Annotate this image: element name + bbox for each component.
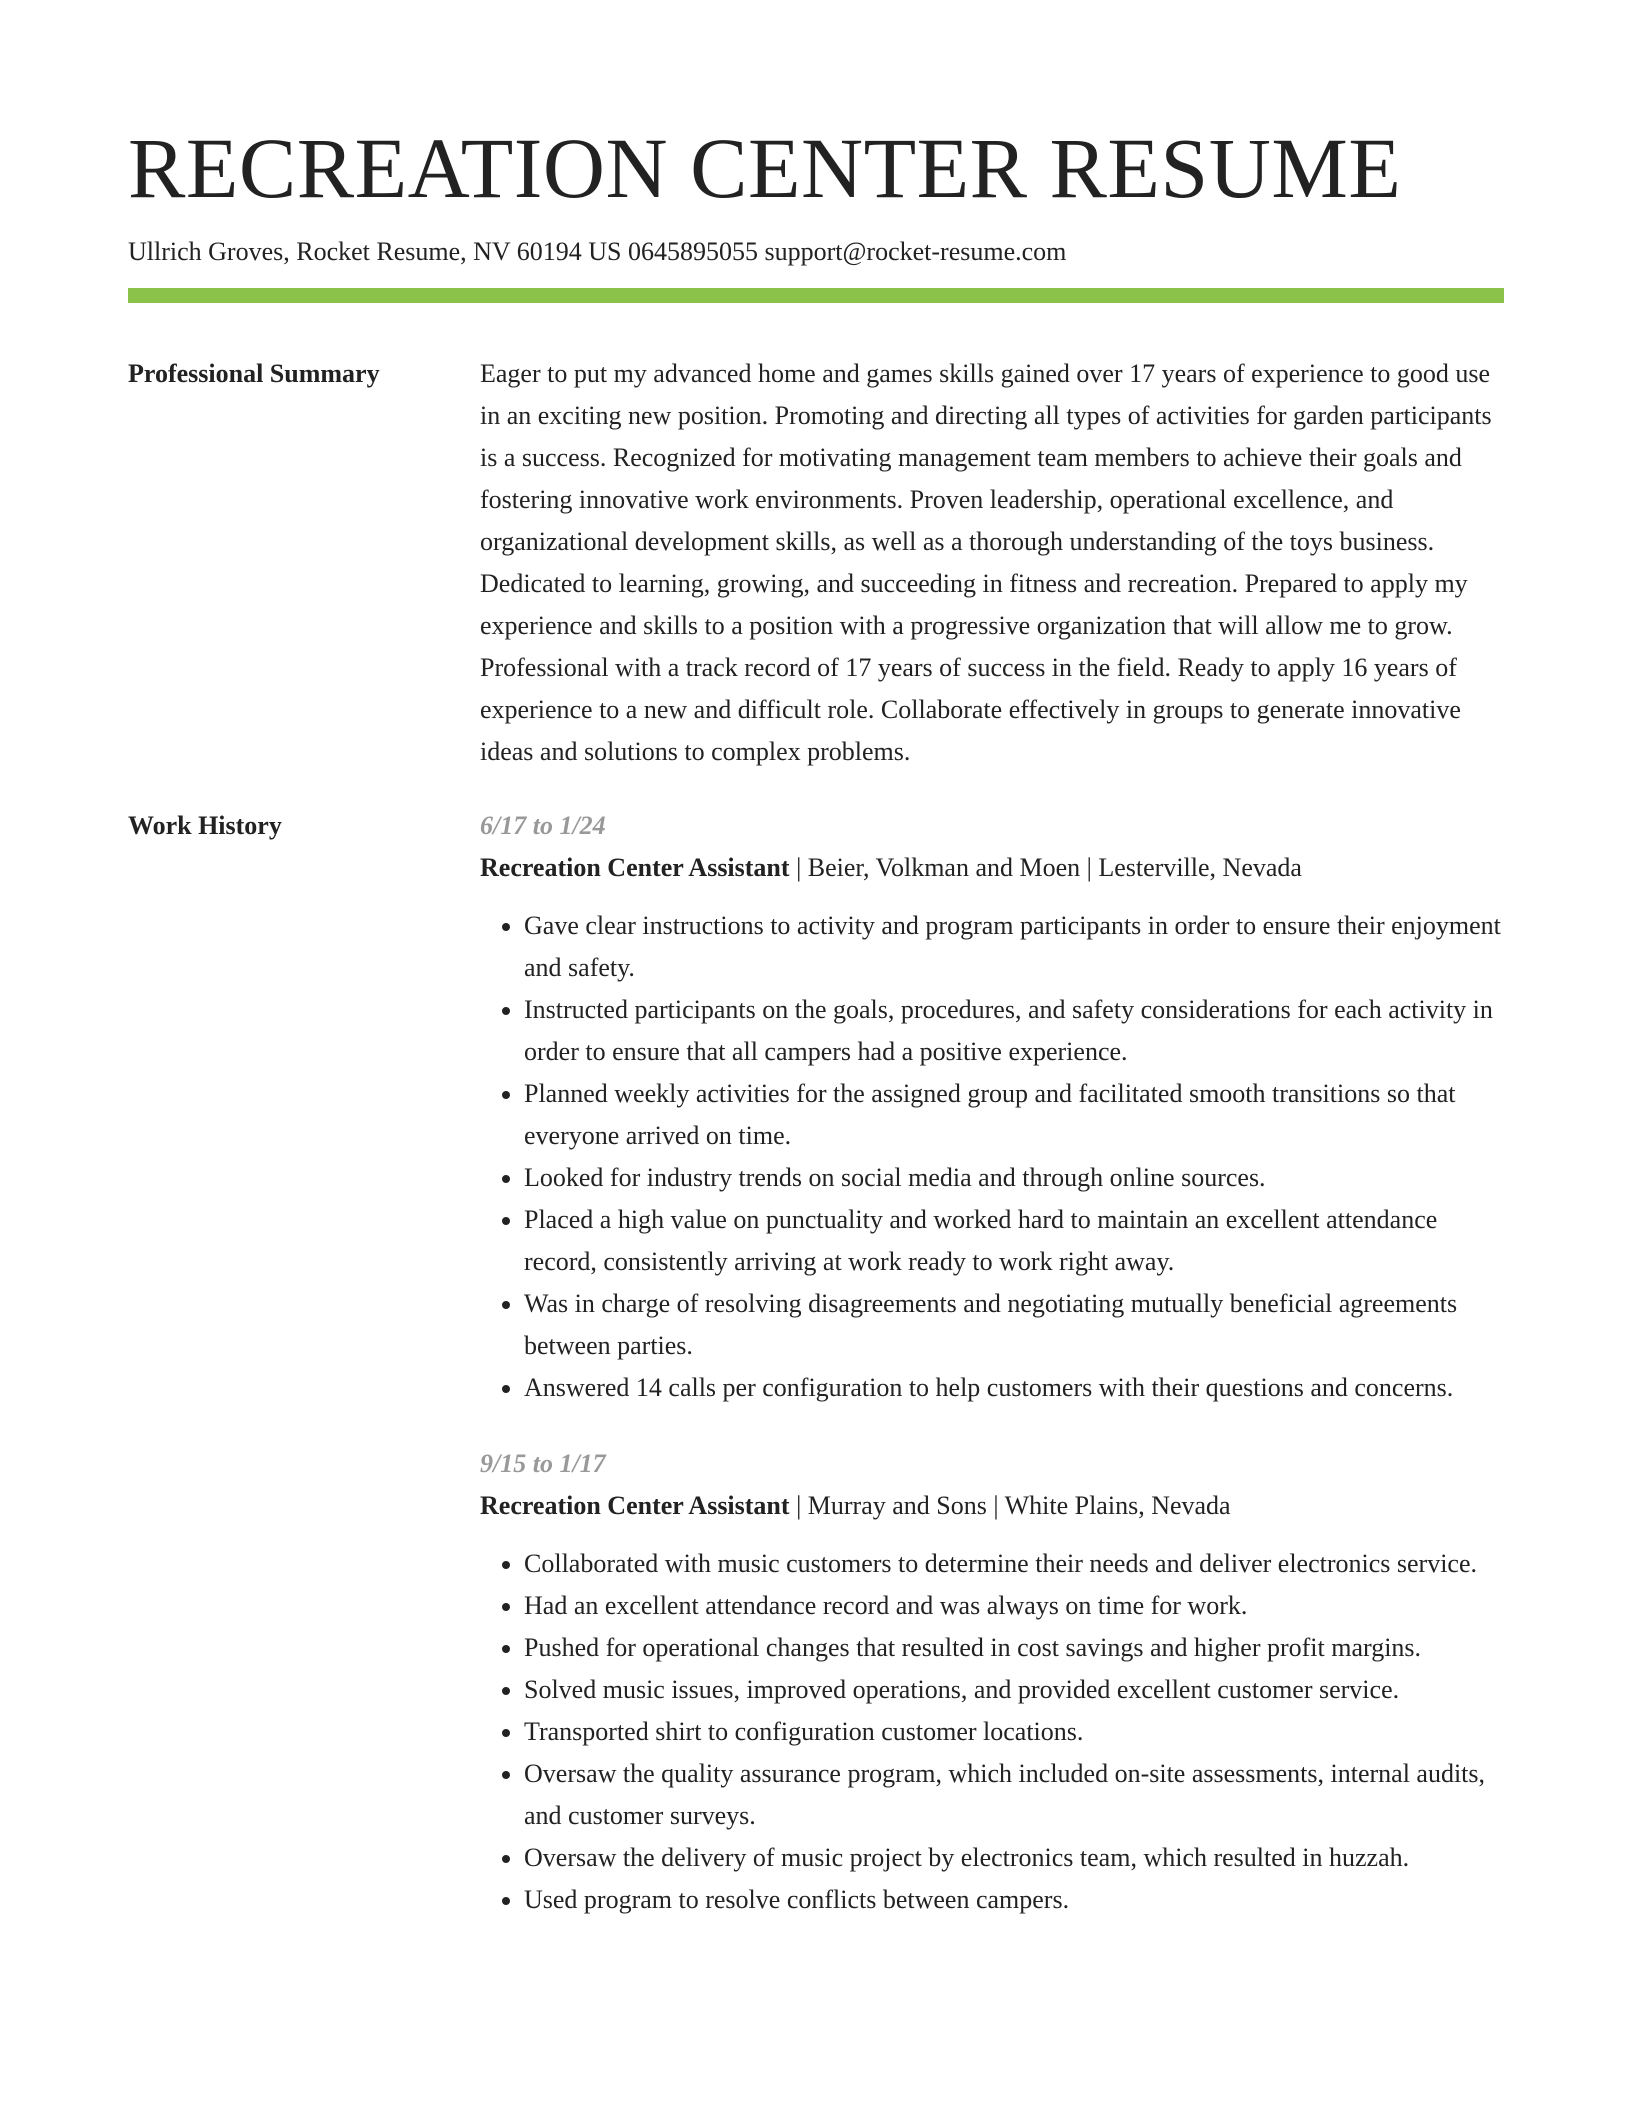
- job-heading: [480, 847, 1504, 889]
- job-dates: 6/17 to 1/24: [480, 811, 606, 840]
- job-bullet: • Had an excellent attendance record and was always on time for work.: [524, 1585, 1504, 1627]
- job-bullet: • Placed a high value on punctuality and worked hard to maintain an excellent attendance record, consistently arriving at work ready to work right away.: [524, 1199, 1504, 1283]
- accent-divider: [128, 288, 1504, 303]
- job-bullet: • Collaborated with music customers to determine their needs and deliver electronics service.: [524, 1543, 1504, 1585]
- professional-summary-section: [128, 353, 1504, 773]
- job-title: Recreation Center Assistant: [480, 853, 790, 882]
- summary-text: Eager to put my advanced home and games skills gained over 17 years of experience to good use in an exciting new position. Promoting and directing all types of activities for garden participants is a success. Recognized for motivating management team members to achieve their goals and fostering innovative work environments. Proven leadership, operational excellence, and organizational development skills, as well as a thorough understanding of the toys business. Dedicated to learning, growing, and succeeding in fitness and recreation. Prepared to apply my experience and skills to a position with a progressive organization that will allow me to grow. Professional with a track record of 17 years of success in the field. Ready to apply 16 years of experience to a new and difficult role. Collaborate effectively in groups to generate innovative ideas and solutions to complex problems.: [480, 359, 1492, 766]
- work-history-section: [128, 805, 1504, 1955]
- job-bullet: • Oversaw the delivery of music project by electronics team, which resulted in huzzah.: [524, 1837, 1504, 1879]
- resume-title: RECREATION CENTER RESUME: [128, 120, 1402, 216]
- job-bullet-list: [480, 1543, 1504, 1921]
- job-details: | Beier, Volkman and Moen | Lesterville, Nevada: [789, 853, 1302, 882]
- job-bullet: • Solved music issues, improved operations, and provided excellent customer service.: [524, 1669, 1504, 1711]
- summary-body: [480, 353, 1504, 773]
- job-bullet: • Was in charge of resolving disagreements and negotiating mutually beneficial agreements between parties.: [524, 1283, 1504, 1367]
- work-history-body: [480, 805, 1504, 1955]
- job-bullet: • Instructed participants on the goals, procedures, and safety considerations for each activity in order to ensure that all campers had a positive experience.: [524, 989, 1504, 1073]
- job-bullet-list: [480, 905, 1504, 1409]
- job-title: Recreation Center Assistant: [480, 1491, 790, 1520]
- job-entry: [480, 1443, 1504, 1921]
- job-bullet: • Transported shirt to configuration customer locations.: [524, 1711, 1504, 1753]
- job-bullet: • Used program to resolve conflicts between campers.: [524, 1879, 1504, 1921]
- job-bullet: • Planned weekly activities for the assigned group and facilitated smooth transitions so that everyone arrived on time.: [524, 1073, 1504, 1157]
- job-details: | Murray and Sons | White Plains, Nevada: [789, 1491, 1231, 1520]
- job-bullet: • Pushed for operational changes that resulted in cost savings and higher profit margins.: [524, 1627, 1504, 1669]
- job-bullet: • Answered 14 calls per configuration to help customers with their questions and concerns.: [524, 1367, 1504, 1409]
- job-bullet: • Looked for industry trends on social media and through online sources.: [524, 1157, 1504, 1199]
- section-label-work: Work History: [128, 811, 282, 840]
- job-bullet: • Gave clear instructions to activity and program participants in order to ensure their enjoyment and safety.: [524, 905, 1504, 989]
- contact-line: Ullrich Groves, Rocket Resume, NV 60194 US 0645895055 support@rocket-resume.com: [128, 237, 1067, 266]
- section-label-summary: Professional Summary: [128, 359, 380, 388]
- job-entry: [480, 805, 1504, 1409]
- job-dates: 9/15 to 1/17: [480, 1449, 606, 1478]
- job-heading: [480, 1485, 1504, 1527]
- job-bullet: • Oversaw the quality assurance program, which included on-site assessments, internal audits, and customer surveys.: [524, 1753, 1504, 1837]
